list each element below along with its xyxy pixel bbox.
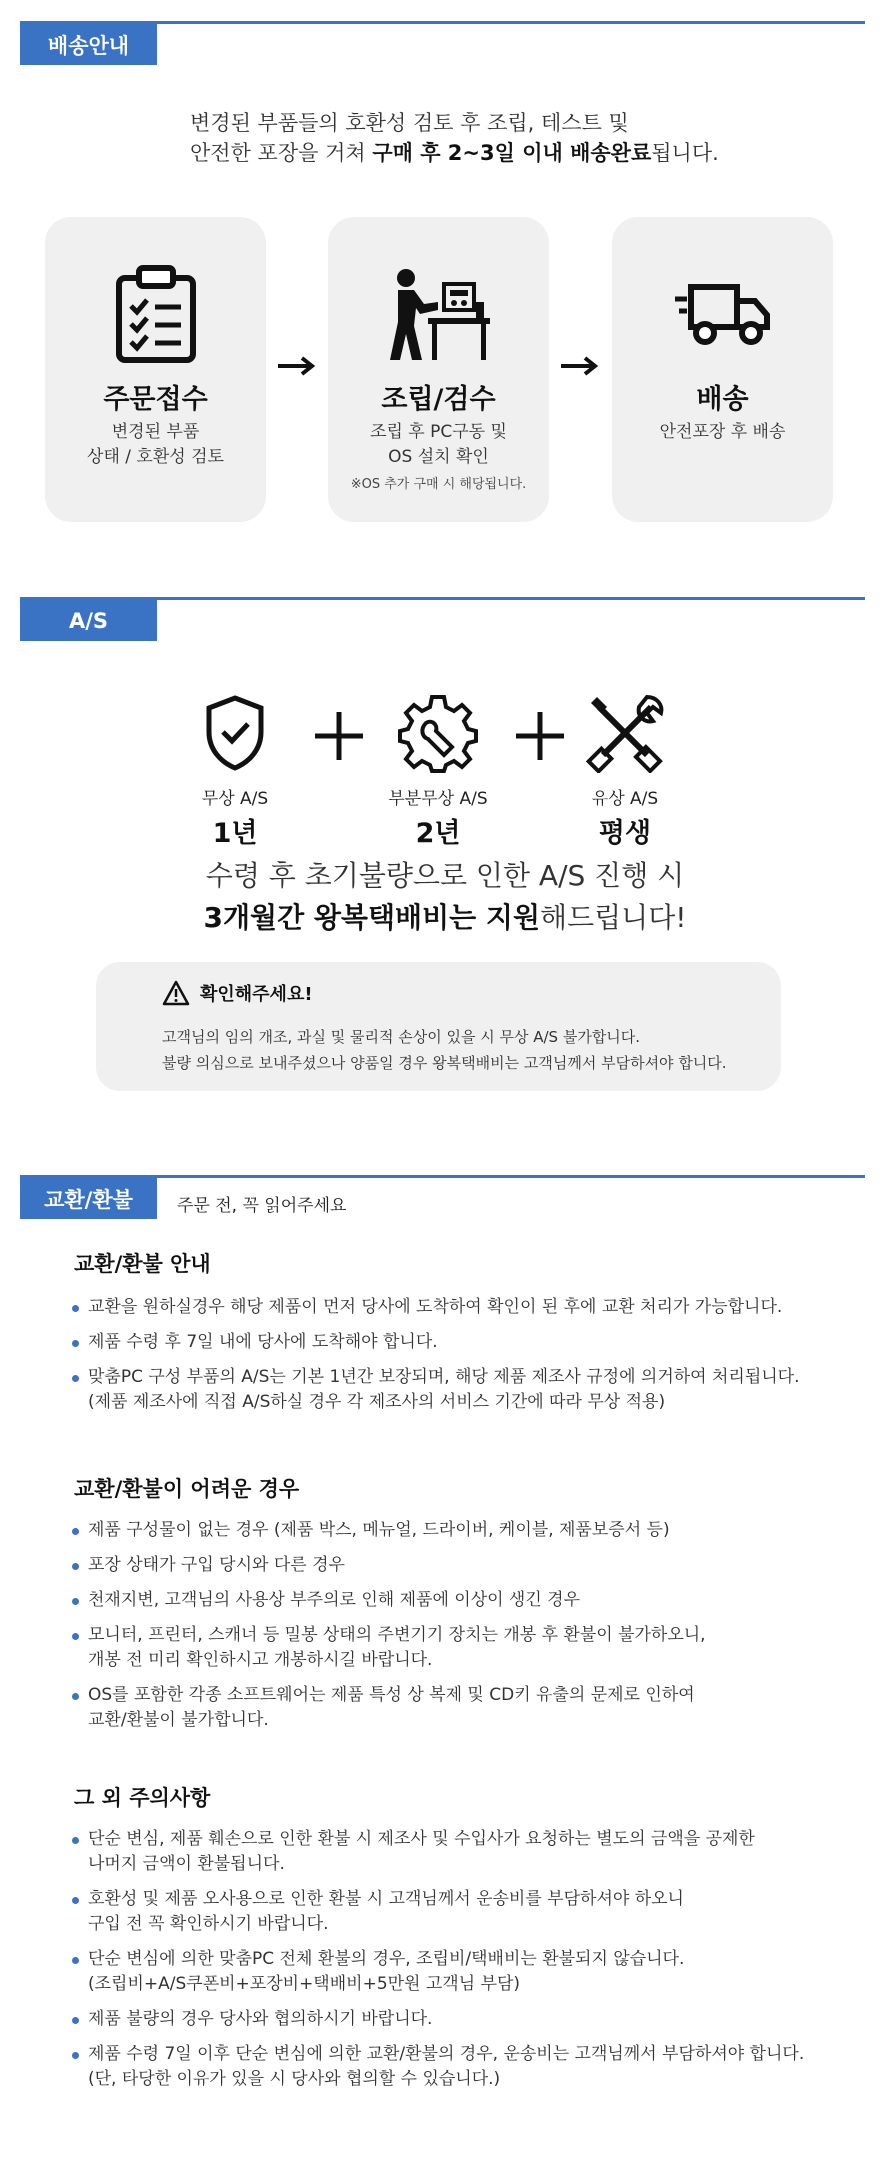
exchange-subtitle: 주문 전, 꼭 읽어주세요 — [177, 1196, 347, 1216]
intro-text: 안전한 포장을 거쳐 — [190, 141, 373, 165]
step-desc-line: 상태 / 호환성 검토 — [87, 447, 224, 467]
shipping-intro — [190, 108, 719, 168]
list-item-line: (조립비+A/S쿠폰비+포장비+택배비+5만원 고객님 부담) — [88, 1974, 521, 1994]
list-item — [72, 1827, 852, 1877]
as-message-highlight: 3개월간 왕복택배비는 지원 — [203, 901, 541, 934]
assembly-worker-icon — [328, 259, 549, 369]
step-desc-line: 안전포장 후 배송 — [659, 422, 786, 442]
as-value: 2년 — [415, 818, 461, 849]
list-item-line: 개봉 전 미리 확인하시고 개봉하시길 바랍니다. — [88, 1650, 433, 1670]
shield-check-icon — [165, 690, 305, 776]
notice-title-text: 확인해주세요! — [200, 984, 313, 1005]
list-item-line: (제품 제조사에 직접 A/S하실 경우 각 제조사의 서비스 기간에 따라 무상 적용) — [88, 1392, 666, 1412]
list-item — [72, 1295, 852, 1320]
as-label: 부분무상 A/S — [388, 789, 488, 809]
step-card-delivery — [612, 217, 833, 522]
as-item-paid — [555, 690, 695, 850]
as-value: 평생 — [598, 818, 652, 849]
step-title: 조립/검수 — [381, 384, 496, 415]
list-item — [72, 2007, 852, 2032]
arrow-right-icon — [276, 355, 320, 377]
list-item — [72, 1553, 852, 1578]
list-item-line: 단순 변심, 제품 훼손으로 인한 환불 시 제조사 및 수입사가 요청하는 별도의 금액을 공제한 — [88, 1829, 755, 1849]
guide-list — [72, 1295, 852, 1425]
step-note: ※OS 추가 구매 시 해당됩니다. — [350, 477, 527, 492]
list-item — [72, 1518, 852, 1543]
list-item-line: (단, 타당한 이유가 있을 시 당사와 협의할 수 있습니다.) — [88, 2069, 501, 2089]
as-message — [0, 855, 890, 939]
list-item-line: 천재지변, 고객님의 사용상 부주의로 인해 제품에 이상이 생긴 경우 — [88, 1590, 581, 1610]
step-desc — [612, 420, 833, 445]
list-item — [72, 1683, 852, 1733]
step-desc-line: OS 설치 확인 — [388, 447, 489, 467]
truck-icon — [612, 259, 833, 369]
list-item-line: 맞춤PC 구성 부품의 A/S는 기본 1년간 보장되며, 해당 제품 제조사 규정에 의거하여 처리됩니다. — [88, 1367, 800, 1387]
step-card-order — [45, 217, 266, 522]
as-message-line1: 수령 후 초기불량으로 인한 A/S 진행 시 — [205, 859, 685, 892]
list-item — [72, 1365, 852, 1415]
list-item-line: 교환을 원하실경우 해당 제품이 먼저 당사에 도착하여 확인이 된 후에 교환 처리가 가능합니다. — [88, 1297, 783, 1317]
list-item-line: 나머지 금액이 환불됩니다. — [88, 1854, 285, 1874]
tools-cross-icon — [555, 690, 695, 776]
list-item-line: 제품 불량의 경우 당사와 협의하시기 바랍니다. — [88, 2009, 433, 2029]
as-value: 1년 — [212, 818, 258, 849]
as-message-line2 — [0, 897, 890, 939]
etc-title: 그 외 주의사항 — [74, 1786, 211, 1810]
warning-icon — [162, 980, 190, 1006]
list-item — [72, 1623, 852, 1673]
list-item-line: 단순 변심에 의한 맞춤PC 전체 환불의 경우, 조립비/택배비는 환불되지 않습니다. — [88, 1949, 685, 1969]
plus-icon — [311, 708, 367, 764]
list-item-line: 모니터, 프린터, 스캐너 등 밀봉 상태의 주변기기 장치는 개봉 후 환불이 불가하오니, — [88, 1625, 706, 1645]
notice-body — [162, 1024, 727, 1076]
notice-box — [96, 962, 781, 1091]
list-item — [72, 1330, 852, 1355]
as-label: 유상 A/S — [591, 789, 659, 809]
step-desc-line: 변경된 부품 — [111, 422, 200, 442]
as-item-free — [165, 690, 305, 850]
step-desc-line: 조립 후 PC구동 및 — [370, 422, 507, 442]
as-item-partial — [368, 690, 508, 850]
list-item-line: 호환성 및 제품 오사용으로 인한 환불 시 고객님께서 운송비를 부담하셔야 하오니 — [88, 1889, 684, 1909]
intro-text: 됩니다. — [651, 141, 719, 165]
etc-list — [72, 1827, 852, 2102]
step-desc — [328, 420, 549, 470]
step-title: 배송 — [696, 384, 749, 415]
list-item-line: 제품 구성물이 없는 경우 (제품 박스, 메뉴얼, 드라이버, 케이블, 제품보증서 등) — [88, 1520, 670, 1540]
shipping-intro-line1: 변경된 부품들의 호환성 검토 후 조립, 테스트 및 — [190, 111, 629, 135]
notice-title — [162, 980, 313, 1006]
gear-wrench-icon — [368, 690, 508, 776]
as-section-header — [20, 597, 865, 643]
step-desc — [45, 420, 266, 470]
exchange-tag: 교환/환불 — [20, 1178, 157, 1219]
shipping-tag: 배송안내 — [20, 24, 157, 65]
as-tag: A/S — [20, 600, 157, 641]
list-item-line: 구입 전 꼭 확인하시기 바랍니다. — [88, 1914, 329, 1934]
notice-line: 고객님의 임의 개조, 과실 및 물리적 손상이 있을 시 무상 A/S 불가합니다. — [162, 1028, 641, 1046]
hard-title: 교환/환불이 어려운 경우 — [74, 1477, 300, 1501]
list-item-line: 제품 수령 후 7일 내에 당사에 도착해야 합니다. — [88, 1332, 438, 1352]
list-item — [72, 1887, 852, 1937]
list-item — [72, 1588, 852, 1613]
hard-list — [72, 1518, 852, 1743]
exchange-section-header — [20, 1175, 865, 1221]
shipping-section-header — [20, 21, 865, 67]
list-item-line: 제품 수령 7일 이후 단순 변심에 의한 교환/환불의 경우, 운송비는 고객님께서 부담하셔야 합니다. — [88, 2044, 805, 2064]
intro-highlight: 구매 후 2~3일 이내 배송완료 — [372, 141, 652, 165]
step-title: 주문접수 — [103, 384, 208, 415]
list-item-line: OS를 포함한 각종 소프트웨어는 제품 특성 상 복제 및 CD키 유출의 문제로 인하여 — [88, 1685, 695, 1705]
as-label: 무상 A/S — [201, 789, 269, 809]
list-item — [72, 2042, 852, 2092]
list-item-line: 교환/환불이 불가합니다. — [88, 1710, 269, 1730]
guide-title: 교환/환불 안내 — [74, 1252, 211, 1276]
notice-line: 불량 의심으로 보내주셨으나 양품일 경우 왕복택배비는 고객님께서 부담하셔야 합니다. — [162, 1054, 727, 1072]
as-message-text: 해드립니다! — [540, 901, 687, 934]
list-item-line: 포장 상태가 구입 당시와 다른 경우 — [88, 1555, 345, 1575]
shipping-intro-line2 — [190, 138, 719, 168]
arrow-right-icon — [559, 355, 603, 377]
step-card-assembly — [328, 217, 549, 522]
list-item — [72, 1947, 852, 1997]
clipboard-icon — [45, 259, 266, 369]
